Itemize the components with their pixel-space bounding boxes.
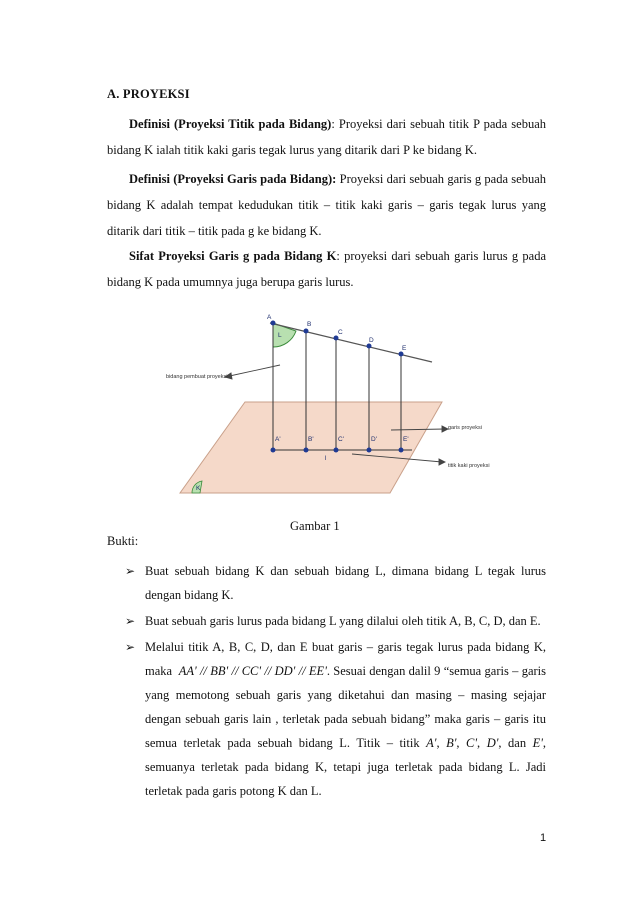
label-c: C (338, 329, 343, 336)
label-a: A (267, 314, 272, 321)
definition-line-projection (107, 166, 546, 244)
label-plane-k: K (196, 485, 201, 492)
section-heading: A. PROYEKSI (107, 87, 190, 101)
arrow-bullet-icon: ➢ (125, 564, 136, 578)
label-d: D (369, 337, 374, 344)
page-number: 1 (540, 832, 547, 844)
line-g (270, 323, 432, 362)
proof-step: ➢ Buat sebuah bidang K dan sebuah bidang L, dimana bidang L tegak lurus dengan bidang K. (125, 559, 546, 607)
arrow-bullet-icon: ➢ (125, 614, 136, 628)
property-title: Sifat Proyeksi Garis g pada Bidang K (129, 249, 337, 263)
label-plane-l: L (278, 332, 282, 339)
proof-step: ➢ Melalui titik A, B, C, D, dan E buat garis – garis tegak lurus pada bidang K, maka AA' // BB' // CC' // DD' // EE'. Sesuai dengan dalil 9 “semua garis – garis yang memotong sebuah garis yang diketahui dan masing – masing sejajar dengan sebuah garis lain , terletak pada sebuah bidang” maka garis – garis itu semua terletak pada sebuah bidang L. Titik – titik A', B', C', D', dan E', semuanya terletak pada bidang K, tetapi juga terletak pada bidang L. Jadi terletak pada garis potong K dan L. (125, 635, 546, 803)
parallel-formula: AA' // BB' // CC' // DD' // EE' (178, 664, 327, 678)
figure-caption: Gambar 1 (290, 519, 340, 533)
label-titik-kaki: titik kaki proyeksi (448, 463, 490, 469)
label-garis-proyeksi: garis proyeksi (448, 425, 482, 431)
definition-title: Definisi (Proyeksi Titik pada Bidang) (129, 117, 332, 131)
definition-point-projection (107, 111, 546, 163)
projection-figure (150, 305, 490, 510)
label-e-prime: E' (403, 436, 409, 443)
label-e: E (402, 345, 407, 352)
proof-label: Bukti: (107, 534, 139, 548)
label-b-prime: B' (308, 436, 314, 443)
label-b: B (307, 321, 312, 328)
label-bidang-pembuat: bidang pembuat proyeksi (166, 374, 228, 380)
plane-k (180, 402, 442, 493)
label-d-prime: D' (371, 436, 377, 443)
definition-title: Definisi (Proyeksi Garis pada Bidang): (129, 172, 337, 186)
definition-text: : Proyeksi dari sebuah titik P pada sebuah bidang K ialah titik kaki garis tegak lurus yang ditarik dari P ke bidang K. (107, 117, 546, 157)
property-line-projection (107, 243, 546, 295)
label-line-l: l (325, 455, 327, 462)
label-a-prime: A' (275, 436, 281, 443)
proof-step: ➢ Buat sebuah garis lurus pada bidang L yang dilalui oleh titik A, B, C, D, dan E. (125, 609, 546, 633)
arrow-bullet-icon: ➢ (125, 640, 136, 654)
proof-steps (125, 559, 546, 805)
property-text: : proyeksi dari sebuah garis lurus g pada bidang K pada umumnya juga berupa garis lurus. (107, 249, 547, 289)
label-c-prime: C' (338, 436, 344, 443)
definition-text: Proyeksi dari sebuah garis g pada sebuah bidang K adalah tempat kedudukan titik – titik kaki garis – garis tegak lurus yang ditarik dari titik – titik pada g ke bidang K. (107, 172, 547, 238)
